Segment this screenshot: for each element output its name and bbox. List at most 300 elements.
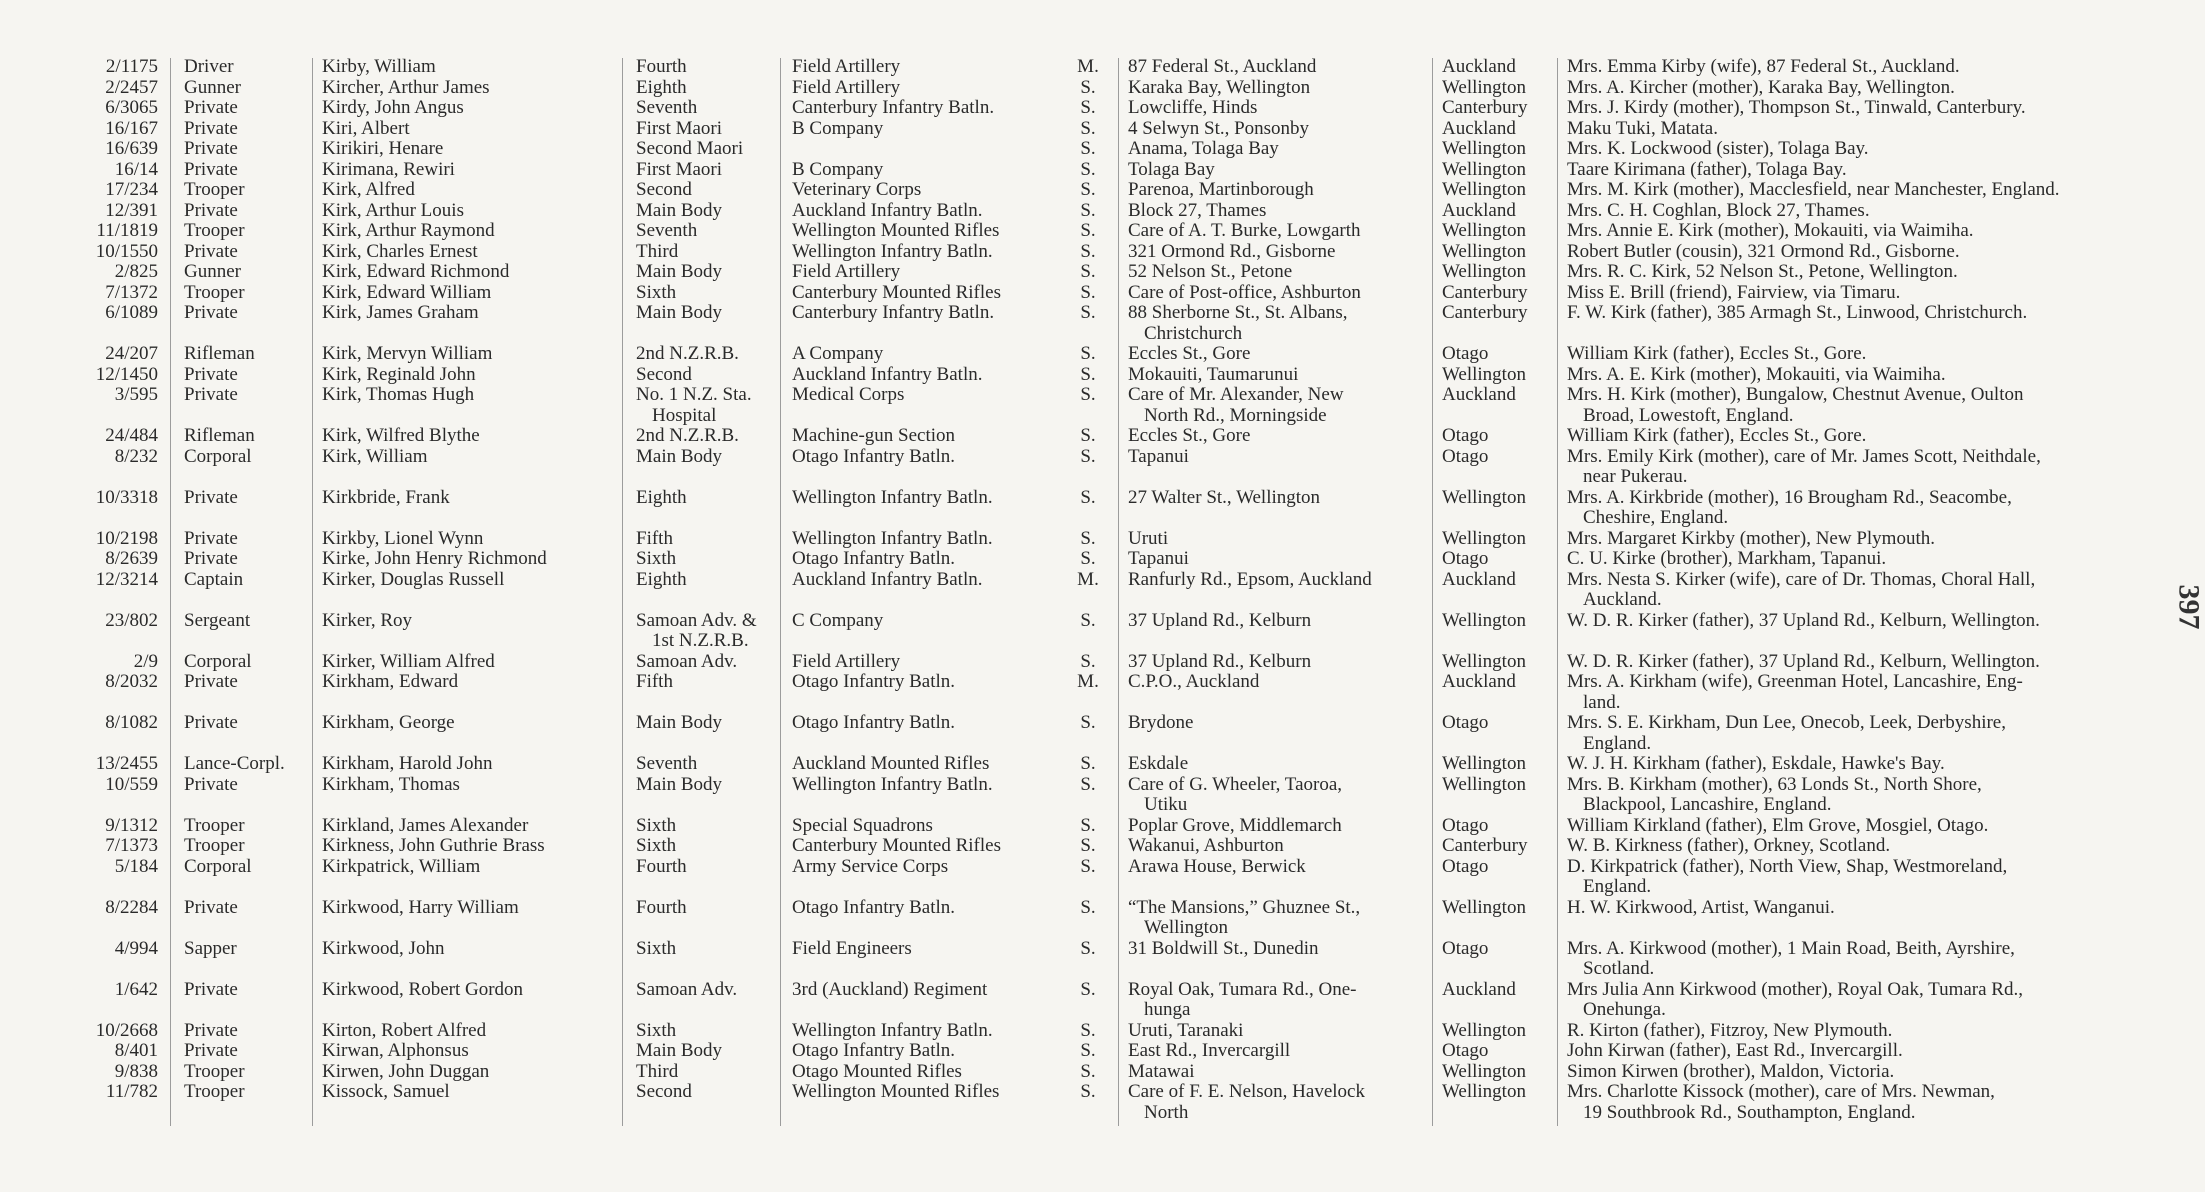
district-line: Otago — [1442, 855, 1489, 877]
rank-line: Private — [184, 97, 238, 118]
unit — [792, 344, 883, 365]
marital-status — [1068, 57, 1108, 78]
next-of-kin-line: Robert Butler (cousin), 321 Ormond Rd., Gisborne. — [1567, 240, 1960, 262]
soldier-name-line: Kissock, Samuel — [322, 1081, 450, 1102]
regimental-number-line: 8/232 — [114, 445, 158, 467]
unit-line: Auckland Mounted Rifles — [792, 753, 990, 774]
district-line: Canterbury — [1442, 97, 1528, 118]
last-address — [1128, 775, 1342, 816]
district-line: Wellington — [1442, 179, 1526, 200]
marital-status — [1068, 672, 1108, 693]
rank-line: Private — [184, 1040, 238, 1061]
district-line: Otago — [1442, 1040, 1489, 1061]
next-of-kin-line: William Kirk (father), Eccles St., Gore. — [1567, 425, 1867, 446]
marital-status-line: M. — [1077, 568, 1099, 590]
last-address — [1128, 344, 1250, 365]
last-address-line: Wakanui, Ashburton — [1128, 835, 1284, 856]
soldier-name-line: Kirk, Edward William — [322, 281, 492, 303]
marital-status-line: M. — [1077, 671, 1099, 692]
soldier-name — [322, 201, 464, 222]
regimental-number-line: 12/1450 — [95, 363, 158, 385]
last-address — [1128, 57, 1316, 78]
last-address-line: Tolaga Bay — [1128, 158, 1215, 180]
next-of-kin-line: Onehunga. — [1583, 999, 1666, 1020]
marital-status-line: S. — [1080, 548, 1096, 569]
soldier-name-line: Kirimana, Rewiri — [322, 158, 455, 180]
draft-line: Seventh — [636, 97, 698, 118]
unit-line: Otago Infantry Batln. — [792, 445, 956, 467]
rank — [184, 385, 238, 406]
draft — [636, 816, 676, 837]
marital-status — [1068, 365, 1108, 386]
unit — [792, 57, 900, 78]
unit-line: A Company — [792, 343, 884, 364]
soldier-name-line: Kirwen, John Duggan — [322, 1060, 490, 1082]
district-line: Auckland — [1442, 199, 1516, 221]
last-address-line: 321 Ormond Rd., Gisborne — [1128, 240, 1336, 262]
draft-line: Second — [636, 179, 692, 200]
marital-status — [1068, 98, 1108, 119]
draft — [636, 447, 722, 468]
next-of-kin — [1567, 1021, 1892, 1042]
draft — [636, 836, 676, 857]
marital-status — [1068, 529, 1108, 550]
soldier-name-line: Kirdy, John Angus — [322, 97, 464, 118]
soldier-name — [322, 303, 479, 324]
draft — [636, 201, 722, 222]
next-of-kin — [1567, 549, 1886, 570]
unit — [792, 529, 993, 550]
regimental-number — [55, 980, 158, 1001]
last-address — [1128, 447, 1189, 468]
regimental-number-line: 10/2198 — [95, 527, 158, 549]
district-line: Wellington — [1442, 609, 1526, 631]
next-of-kin — [1567, 672, 2023, 713]
next-of-kin-line: Mrs. S. E. Kirkham, Dun Lee, Onecob, Leek, Derbyshire, — [1567, 712, 2006, 733]
marital-status — [1068, 836, 1108, 857]
regimental-number — [55, 283, 158, 304]
last-address — [1128, 898, 1360, 939]
last-address-line: East Rd., Invercargill — [1128, 1040, 1291, 1061]
regimental-number-line: 2/9 — [133, 650, 158, 672]
marital-status — [1068, 283, 1108, 304]
draft — [636, 57, 687, 78]
district-line: Wellington — [1442, 486, 1526, 508]
last-address — [1128, 78, 1310, 99]
draft — [636, 754, 697, 775]
rank-line: Gunner — [184, 261, 241, 282]
soldier-name — [322, 447, 427, 468]
unit — [792, 816, 933, 837]
district-line: Wellington — [1442, 240, 1526, 262]
rank-line: Private — [184, 302, 238, 323]
soldier-name-line: Kiri, Albert — [322, 117, 410, 139]
unit-line: Otago Mounted Rifles — [792, 1060, 962, 1082]
unit — [792, 1082, 999, 1103]
district — [1442, 385, 1516, 406]
next-of-kin-line: Mrs. J. Kirdy (mother), Thompson St., Tinwald, Canterbury. — [1567, 97, 2026, 118]
rank — [184, 549, 238, 570]
regimental-number-line: 8/2284 — [105, 896, 158, 918]
regimental-number-line: 12/3214 — [95, 568, 158, 590]
last-address — [1128, 836, 1284, 857]
regimental-number — [55, 447, 158, 468]
draft — [636, 857, 687, 878]
unit-line: Army Service Corps — [792, 855, 949, 877]
regimental-number — [55, 221, 158, 242]
last-address-line: Mokauiti, Taumarunui — [1128, 363, 1299, 385]
last-address — [1128, 385, 1344, 426]
rank-line: Private — [184, 896, 238, 918]
last-address-line: 37 Upland Rd., Kelburn — [1128, 650, 1312, 672]
rank — [184, 57, 234, 78]
next-of-kin-line: Miss E. Brill (friend), Fairview, via Timaru. — [1567, 281, 1901, 303]
next-of-kin — [1567, 1082, 1995, 1123]
draft-line: Sixth — [636, 814, 677, 836]
regimental-number-line: 11/1819 — [96, 220, 158, 241]
next-of-kin — [1567, 160, 1847, 181]
unit-line: Wellington Mounted Rifles — [792, 1081, 1000, 1102]
rank — [184, 529, 238, 550]
district — [1442, 344, 1488, 365]
next-of-kin — [1567, 78, 1955, 99]
unit — [792, 775, 993, 796]
draft-line: Samoan Adv. — [636, 978, 738, 1000]
last-address — [1128, 816, 1342, 837]
unit — [792, 898, 955, 919]
regimental-number-line: 1/642 — [114, 978, 158, 1000]
marital-status — [1068, 447, 1108, 468]
regimental-number-line: 2/1175 — [105, 56, 158, 77]
rank-line: Private — [184, 363, 238, 385]
rank-line: Private — [184, 773, 238, 795]
next-of-kin-line: Cheshire, England. — [1583, 507, 1729, 528]
last-address — [1128, 549, 1189, 570]
regimental-number — [55, 939, 158, 960]
district-line: Auckland — [1442, 384, 1516, 405]
marital-status — [1068, 180, 1108, 201]
district-line: Auckland — [1442, 117, 1516, 139]
rank-line: Trooper — [184, 179, 245, 200]
district-line: Wellington — [1442, 1060, 1526, 1082]
draft — [636, 939, 676, 960]
next-of-kin — [1567, 344, 1866, 365]
district — [1442, 754, 1526, 775]
unit-line: Field Artillery — [792, 56, 901, 77]
soldier-name — [322, 816, 528, 837]
draft — [636, 1062, 678, 1083]
soldier-name-line: Kirk, Arthur Raymond — [322, 220, 495, 241]
soldier-name — [322, 98, 464, 119]
draft-line: Fourth — [636, 896, 687, 918]
last-address — [1128, 672, 1259, 693]
marital-status — [1068, 160, 1108, 181]
next-of-kin-line: Mrs. C. H. Coghlan, Block 27, Thames. — [1567, 199, 1870, 221]
marital-status — [1068, 262, 1108, 283]
draft — [636, 898, 687, 919]
draft-line: Third — [636, 240, 679, 262]
rank-line: Rifleman — [184, 425, 255, 446]
marital-status — [1068, 242, 1108, 263]
last-address — [1128, 119, 1309, 140]
regimental-number-line: 17/234 — [105, 179, 158, 200]
next-of-kin-line: Mrs. A. Kirkbride (mother), 16 Brougham Rd., Seacombe, — [1567, 486, 2012, 508]
regimental-number — [55, 529, 158, 550]
rank — [184, 78, 241, 99]
rank — [184, 303, 238, 324]
next-of-kin-line: William Kirk (father), Eccles St., Gore. — [1567, 343, 1867, 364]
regimental-number — [55, 365, 158, 386]
soldier-name — [322, 980, 523, 1001]
rank — [184, 242, 238, 263]
regimental-number — [55, 1021, 158, 1042]
soldier-name — [322, 1041, 469, 1062]
next-of-kin-line: England. — [1583, 732, 1652, 754]
last-address-line: Matawai — [1128, 1060, 1195, 1082]
regimental-number-line: 10/2668 — [95, 1019, 158, 1041]
district — [1442, 57, 1516, 78]
regimental-number-line: 8/2032 — [105, 671, 158, 692]
last-address — [1128, 139, 1279, 160]
rank-line: Private — [184, 117, 238, 139]
column-rule — [170, 58, 171, 1126]
regimental-number — [55, 180, 158, 201]
soldier-name — [322, 857, 480, 878]
draft — [636, 652, 737, 673]
regimental-number — [55, 611, 158, 632]
rank — [184, 221, 245, 242]
last-address — [1128, 201, 1266, 222]
district — [1442, 283, 1527, 304]
regimental-number — [55, 652, 158, 673]
marital-status-line: S. — [1080, 978, 1096, 1000]
next-of-kin-line: Mrs. Emma Kirby (wife), 87 Federal St., Auckland. — [1567, 56, 1960, 77]
unit — [792, 611, 883, 632]
district — [1442, 836, 1527, 857]
district — [1442, 549, 1488, 570]
district-line: Wellington — [1442, 158, 1526, 180]
marital-status — [1068, 713, 1108, 734]
regimental-number-line: 23/802 — [105, 609, 158, 631]
next-of-kin-line: W. D. R. Kirker (father), 37 Upland Rd., Kelburn, Wellington. — [1567, 650, 2040, 672]
marital-status — [1068, 1082, 1108, 1103]
marital-status-line: S. — [1080, 712, 1096, 733]
next-of-kin — [1567, 611, 2040, 632]
next-of-kin-line: Mrs. A. Kirkwood (mother), 1 Main Road, Beith, Ayrshire, — [1567, 937, 2015, 959]
unit-line: C Company — [792, 609, 884, 631]
soldier-name-line: Kirby, William — [322, 56, 436, 77]
next-of-kin-line: Broad, Lowestoft, England. — [1583, 404, 1794, 426]
next-of-kin — [1567, 98, 2026, 119]
last-address-line: Eccles St., Gore — [1128, 425, 1251, 446]
last-address-line: “The Mansions,” Ghuznee St., — [1128, 896, 1361, 918]
last-address — [1128, 283, 1361, 304]
rank-line: Trooper — [184, 281, 245, 303]
marital-status — [1068, 652, 1108, 673]
marital-status — [1068, 1062, 1108, 1083]
next-of-kin — [1567, 775, 1982, 816]
regimental-number — [55, 754, 158, 775]
regimental-number-line: 16/14 — [114, 158, 158, 180]
district-line: Otago — [1442, 445, 1489, 467]
soldier-name-line: Kirk, Reginald John — [322, 363, 476, 385]
draft — [636, 344, 739, 365]
district-line: Wellington — [1442, 220, 1526, 241]
regimental-number-line: 2/825 — [114, 261, 158, 282]
soldier-name-line: Kirkham, George — [322, 712, 455, 733]
soldier-name-line: Kirker, William Alfred — [322, 650, 495, 672]
last-address — [1128, 570, 1372, 591]
next-of-kin-line: F. W. Kirk (father), 385 Armagh St., Linwood, Christchurch. — [1567, 302, 2028, 323]
unit — [792, 570, 982, 591]
last-address-line: Royal Oak, Tumara Rd., One- — [1128, 978, 1357, 1000]
next-of-kin-line: Mrs. M. Kirk (mother), Macclesfield, near Manchester, England. — [1567, 179, 2060, 200]
regimental-number — [55, 385, 158, 406]
district-line: Wellington — [1442, 650, 1526, 672]
regimental-number-line: 6/1089 — [105, 302, 158, 323]
draft-line: Main Body — [636, 261, 723, 282]
draft-line: Main Body — [636, 302, 723, 323]
next-of-kin — [1567, 57, 1960, 78]
district — [1442, 775, 1526, 796]
last-address-line: 87 Federal St., Auckland — [1128, 56, 1317, 77]
district-line: Auckland — [1442, 56, 1516, 77]
regimental-number — [55, 303, 158, 324]
draft-line: Seventh — [636, 220, 698, 241]
soldier-name-line: Kirk, Arthur Louis — [322, 199, 464, 221]
district-line: Auckland — [1442, 671, 1516, 692]
next-of-kin — [1567, 303, 2027, 324]
district-line: Otago — [1442, 425, 1489, 446]
soldier-name — [322, 549, 547, 570]
unit-line: Field Artillery — [792, 76, 901, 98]
unit-line: Canterbury Mounted Rifles — [792, 835, 1001, 856]
last-address-line: hunga — [1144, 999, 1191, 1020]
draft-line: Main Body — [636, 773, 723, 795]
regimental-number-line: 8/2639 — [105, 548, 158, 569]
next-of-kin — [1567, 385, 2023, 426]
unit — [792, 857, 948, 878]
unit — [792, 1021, 993, 1042]
next-of-kin — [1567, 283, 1900, 304]
rank — [184, 488, 238, 509]
district-line: Wellington — [1442, 753, 1526, 774]
last-address-line: Christchurch — [1144, 322, 1243, 344]
soldier-name — [322, 898, 519, 919]
rank — [184, 139, 238, 160]
marital-status-line: S. — [1080, 650, 1096, 672]
rank — [184, 836, 245, 857]
last-address — [1128, 713, 1193, 734]
rank — [184, 98, 238, 119]
next-of-kin — [1567, 939, 2015, 980]
rank — [184, 775, 238, 796]
next-of-kin — [1567, 201, 1870, 222]
marital-status-line: S. — [1080, 281, 1096, 303]
regimental-number-line: 11/782 — [105, 1081, 158, 1102]
next-of-kin — [1567, 242, 1960, 263]
next-of-kin — [1567, 119, 1718, 140]
marital-status — [1068, 816, 1108, 837]
rank-line: Private — [184, 671, 238, 692]
draft — [636, 365, 692, 386]
regimental-number — [55, 139, 158, 160]
draft — [636, 1021, 676, 1042]
marital-status — [1068, 857, 1108, 878]
last-address-line: Eccles St., Gore — [1128, 343, 1251, 364]
draft — [636, 529, 673, 550]
last-address-line: 31 Boldwill St., Dunedin — [1128, 937, 1319, 959]
district — [1442, 488, 1526, 509]
draft-line: Samoan Adv. — [636, 650, 738, 672]
rank — [184, 713, 238, 734]
soldier-name-line: Kirikiri, Henare — [322, 138, 444, 159]
district — [1442, 857, 1488, 878]
draft-line: First Maori — [636, 117, 723, 139]
marital-status-line: S. — [1080, 1060, 1096, 1082]
regimental-number — [55, 713, 158, 734]
unit — [792, 201, 982, 222]
unit-line: Auckland Infantry Batln. — [792, 199, 983, 221]
last-address — [1128, 262, 1292, 283]
next-of-kin — [1567, 447, 2041, 488]
next-of-kin — [1567, 529, 1935, 550]
soldier-name-line: Kirwan, Alphonsus — [322, 1040, 469, 1061]
unit-line: Field Artillery — [792, 261, 901, 282]
district-line: Wellington — [1442, 261, 1526, 282]
district-line: Auckland — [1442, 568, 1516, 590]
draft-line: Main Body — [636, 199, 723, 221]
unit — [792, 980, 987, 1001]
last-address-line: Poplar Grove, Middlemarch — [1128, 814, 1342, 836]
rank-line: Private — [184, 978, 238, 1000]
next-of-kin-line: Mrs. Emily Kirk (mother), care of Mr. James Scott, Neithdale, — [1567, 445, 2041, 467]
rank-line: Corporal — [184, 650, 252, 672]
draft — [636, 78, 687, 99]
soldier-name — [322, 78, 490, 99]
regimental-number — [55, 898, 158, 919]
regimental-number — [55, 1062, 158, 1083]
regimental-number-line: 12/391 — [105, 199, 158, 221]
regimental-number-line: 13/2455 — [95, 753, 158, 774]
rank-line: Private — [184, 527, 238, 549]
soldier-name-line: Kirk, Alfred — [322, 179, 415, 200]
unit-line: Canterbury Mounted Rifles — [792, 281, 1001, 303]
marital-status — [1068, 78, 1108, 99]
next-of-kin-line: Mrs. Annie E. Kirk (mother), Mokauiti, via Waimiha. — [1567, 220, 1974, 241]
last-address-line: Eskdale — [1128, 753, 1189, 774]
soldier-name — [322, 262, 509, 283]
rank — [184, 262, 241, 283]
rank-line: Sapper — [184, 937, 237, 959]
regimental-number — [55, 426, 158, 447]
rank-line: Private — [184, 158, 238, 180]
regimental-number-line: 24/207 — [105, 343, 158, 364]
unit — [792, 713, 955, 734]
draft-line: Second Maori — [636, 138, 744, 159]
regimental-number-line: 4/994 — [114, 937, 158, 959]
regimental-number-line: 8/1082 — [105, 712, 158, 733]
unit-line: B Company — [792, 117, 884, 139]
next-of-kin-line: Mrs. A. Kircher (mother), Karaka Bay, Wellington. — [1567, 76, 1955, 98]
marital-status-line: S. — [1080, 199, 1096, 221]
district-line: Wellington — [1442, 1019, 1526, 1041]
district — [1442, 119, 1516, 140]
column-rule — [780, 58, 781, 1126]
marital-status — [1068, 980, 1108, 1001]
soldier-name — [322, 754, 492, 775]
last-address — [1128, 754, 1188, 775]
